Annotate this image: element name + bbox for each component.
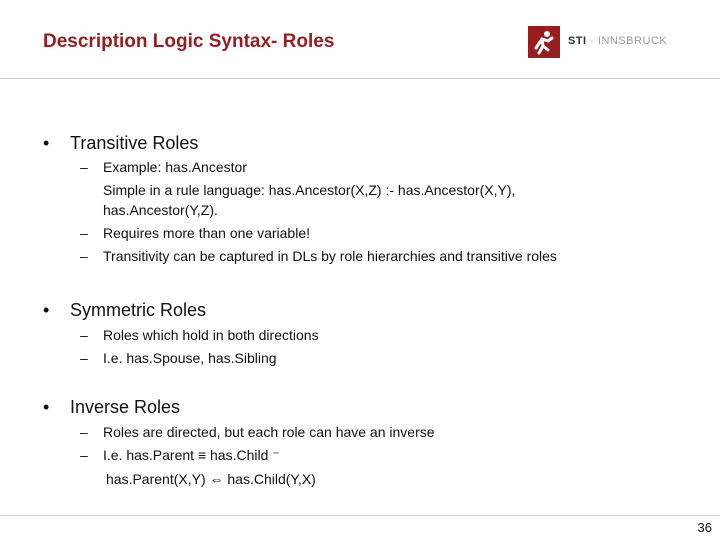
sub-item-text: Example: has.Ancestor bbox=[103, 159, 247, 175]
sub-item bbox=[80, 350, 277, 366]
dash-icon: – bbox=[80, 350, 88, 366]
sub-item-text: Roles are directed, but each role can have an inverse bbox=[103, 424, 435, 440]
bullet-heading: Inverse Roles bbox=[70, 397, 181, 417]
page-number: 36 bbox=[697, 520, 712, 535]
dash-icon: – bbox=[80, 447, 88, 463]
bullet-icon: • bbox=[43, 133, 50, 153]
sub-item bbox=[80, 327, 319, 343]
sub-item bbox=[80, 248, 557, 264]
logo-text-innsbruck: INNSBRUCK bbox=[597, 35, 668, 47]
sub-item bbox=[80, 159, 247, 175]
bullet-heading: Transitive Roles bbox=[70, 133, 199, 153]
sub-item-continuation: Simple in a rule language: has.Ancestor(X,Z) :- has.Ancestor(X,Y), bbox=[103, 182, 516, 198]
sub-item bbox=[80, 424, 435, 440]
sub-item-text: I.e. has.Parent ≡ has.Child ⁻ bbox=[103, 447, 280, 463]
sub-item bbox=[80, 447, 280, 464]
sub-item-text: Requires more than one variable! bbox=[103, 225, 311, 241]
sub-item-text: Roles which hold in both directions bbox=[103, 327, 319, 343]
bullet-symmetric-roles bbox=[43, 300, 206, 321]
logo-text bbox=[568, 35, 667, 47]
bullet-transitive-roles bbox=[43, 133, 198, 154]
bullet-inverse-roles bbox=[43, 397, 180, 418]
page-title: Description Logic Syntax- Roles bbox=[43, 31, 335, 52]
dash-icon: – bbox=[80, 159, 88, 175]
logo-text-sti: STI bbox=[568, 35, 587, 47]
sub-item-continuation: has.Parent(X,Y) ⇔ has.Child(Y,X) bbox=[106, 471, 316, 487]
footer-divider bbox=[0, 515, 720, 516]
sub-item-continuation: has.Ancestor(Y,Z). bbox=[103, 202, 218, 218]
sub-item bbox=[80, 225, 310, 241]
sub-item-text: Transitivity can be captured in DLs by role hierarchies and transitive roles bbox=[103, 248, 557, 264]
dash-icon: – bbox=[80, 424, 88, 440]
bullet-icon: • bbox=[43, 397, 50, 417]
dash-icon: – bbox=[80, 327, 88, 343]
dash-icon: – bbox=[80, 225, 88, 241]
logo-text-separator: · bbox=[586, 35, 598, 47]
bullet-icon: • bbox=[43, 300, 50, 320]
header-divider bbox=[0, 78, 720, 79]
sub-item-text: I.e. has.Spouse, has.Sibling bbox=[103, 350, 277, 366]
bullet-heading: Symmetric Roles bbox=[70, 300, 207, 320]
sti-person-mark-icon bbox=[528, 26, 560, 58]
dash-icon: – bbox=[80, 248, 88, 264]
